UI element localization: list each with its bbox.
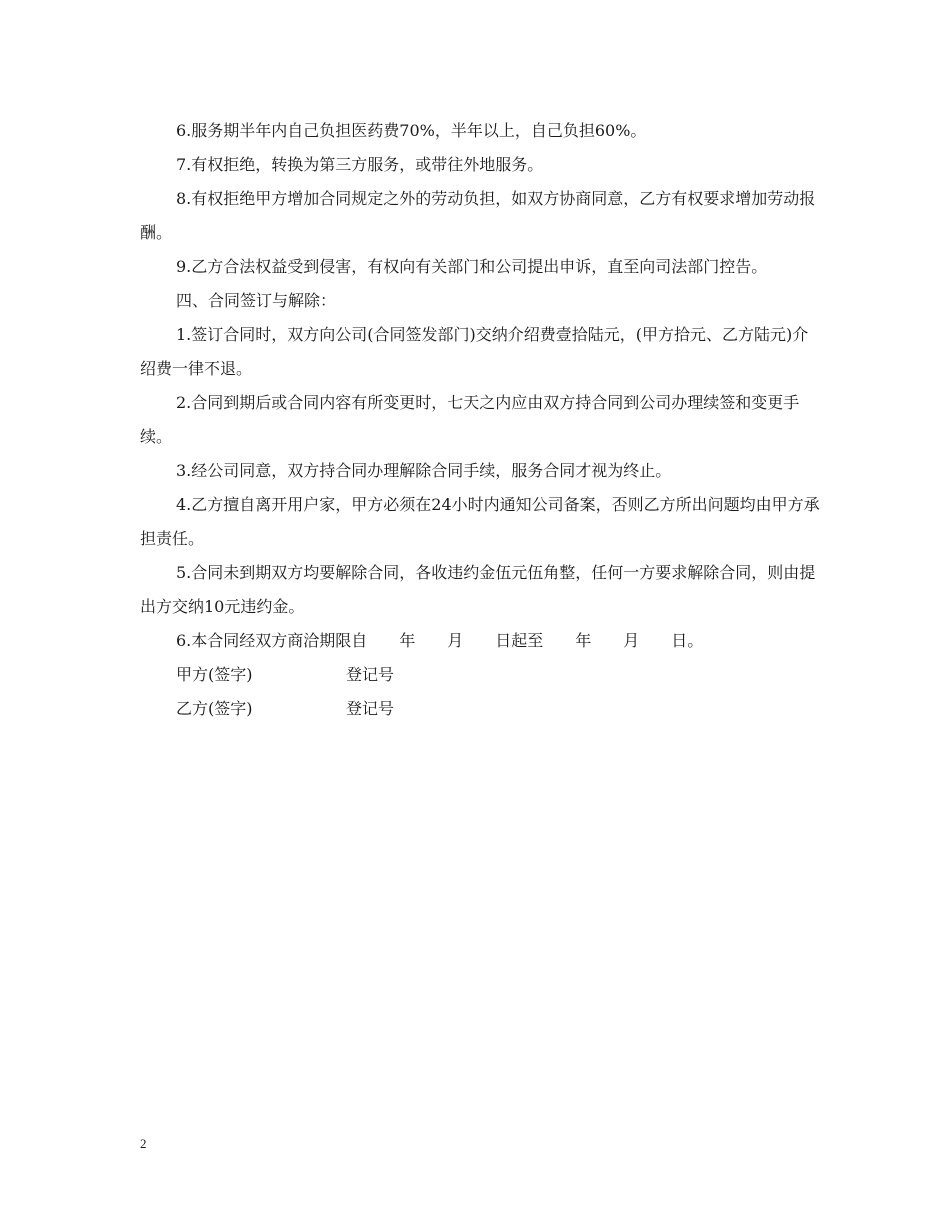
paragraph-1: 6.服务期半年内自己负担医药费70%，半年以上，自己负担60%。 xyxy=(176,121,647,140)
section-heading: 四、合同签订与解除： xyxy=(176,291,337,310)
paragraph-5: 1.签订合同时，双方向公司(合同签发部门)交纳介绍费壹拾陆元，(甲方拾元、乙方陆元)介绍费一律不退。 xyxy=(140,325,809,378)
signature-line-party-a xyxy=(140,658,820,692)
paragraph-6: 2.合同到期后或合同内容有所变更时，七天之内应由双方持合同到公司办理续签和变更手续。 xyxy=(140,393,800,446)
registration-label: 登记号 xyxy=(346,665,395,684)
signature-label: 甲方(签字) xyxy=(176,665,253,684)
paragraph-2: 7.有权拒绝，转换为第三方服务，或带往外地服务。 xyxy=(176,155,544,174)
registration-label: 登记号 xyxy=(346,699,395,718)
page-number: 2 xyxy=(140,1136,147,1151)
paragraph-4: 9.乙方合法权益受到侵害，有权向有关部门和公司提出申诉，直至向司法部门控告。 xyxy=(176,257,768,276)
paragraph-8: 4.乙方擅自离开用户家，甲方必须在24小时内通知公司备案，否则乙方所出问题均由甲方承担责任。 xyxy=(140,495,820,548)
paragraph-7: 3.经公司同意，双方持合同办理解除合同手续，服务合同才视为终止。 xyxy=(176,461,672,480)
paragraph-3: 8.有权拒绝甲方增加合同规定之外的劳动负担，如双方协商同意，乙方有权要求增加劳动报酬。 xyxy=(140,189,816,242)
document-body xyxy=(140,114,820,726)
paragraph-10: 6.本合同经双方商洽期限自 年 月 日起至 年 月 日。 xyxy=(176,631,704,650)
paragraph-9: 5.合同未到期双方均要解除合同，各收违约金伍元伍角整，任何一方要求解除合同，则由提出方交纳10元违约金。 xyxy=(140,563,816,616)
signature-label: 乙方(签字) xyxy=(176,699,253,718)
signature-line-party-b xyxy=(140,692,820,726)
